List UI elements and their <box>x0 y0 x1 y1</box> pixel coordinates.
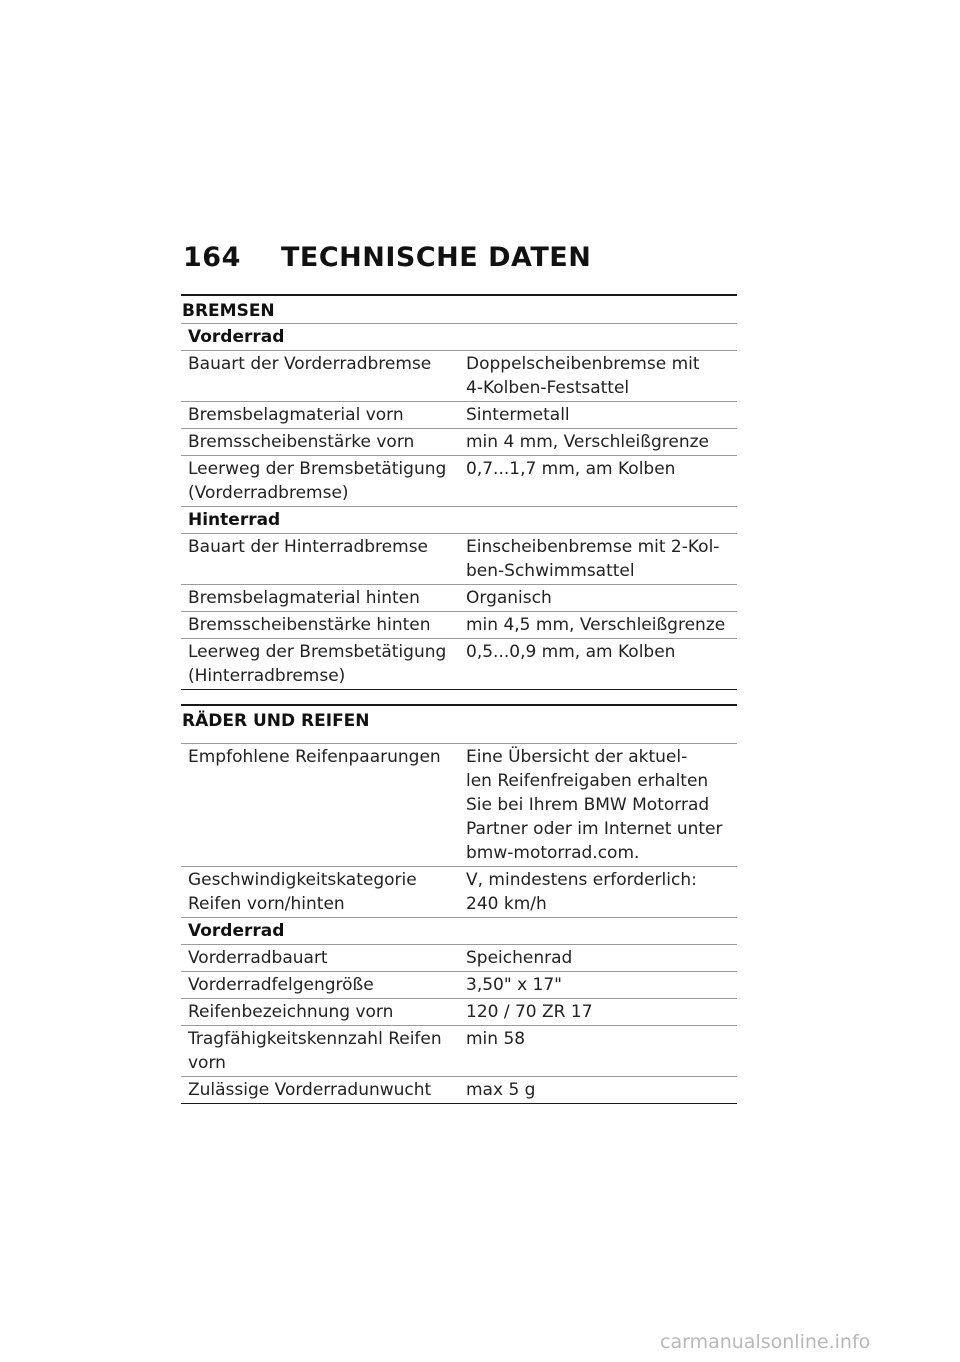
spec-label-line: Bremsscheibenstärke hinten <box>188 615 431 635</box>
spec-value-line: 120 / 70 ZR 17 <box>466 1002 593 1022</box>
spec-table <box>181 350 737 506</box>
table-row <box>181 428 737 455</box>
spec-value-line: min 58 <box>466 1029 526 1049</box>
spec-label-line: Bauart der Hinterradbremse <box>188 537 429 557</box>
spec-value-line: Eine Übersicht der aktuel- <box>466 747 688 767</box>
spec-value-line: Partner oder im Internet unter <box>466 819 723 839</box>
table-row <box>181 971 737 998</box>
table-row <box>181 350 737 401</box>
table-row <box>181 533 737 584</box>
spec-label-line: Bauart der Vorderradbremse <box>188 354 432 374</box>
table-row <box>181 944 737 971</box>
spec-value-line: 0,5...0,9 mm, am Kolben <box>466 642 676 662</box>
watermark: carmanualsonline.info <box>660 1331 871 1353</box>
spec-label-line: Vorderradfelgengröße <box>188 975 374 995</box>
spec-label <box>181 867 459 917</box>
table-row <box>181 401 737 428</box>
spec-label-line: Empfohlene Reifenpaarungen <box>188 747 441 767</box>
table-row <box>181 1025 737 1076</box>
spec-label-line: Vorderradbauart <box>188 948 328 968</box>
spec-label <box>181 972 459 998</box>
spec-label <box>181 585 459 611</box>
table-row <box>181 866 737 917</box>
spec-value <box>459 1077 737 1103</box>
spec-label-line: Bremsscheibenstärke vorn <box>188 432 415 452</box>
spec-label-line: Leerweg der Bremsbetätigung <box>188 642 447 662</box>
spec-label <box>181 1077 459 1103</box>
spec-value <box>459 744 737 866</box>
spec-label-line: Leerweg der Bremsbetätigung <box>188 459 447 479</box>
table-row <box>181 611 737 638</box>
spec-value-line: min 4,5 mm, Verschleißgrenze <box>466 615 726 635</box>
spec-value-line: bmw-motorrad.com. <box>466 843 640 863</box>
page-number: 164 <box>183 242 241 273</box>
spec-value-line: Sintermetall <box>466 405 570 425</box>
spec-value <box>459 1026 737 1076</box>
table-row <box>181 638 737 689</box>
spec-value-line: 4-Kolben-Festsattel <box>466 378 630 398</box>
spec-value <box>459 867 737 917</box>
spec-label-line: Tragfähigkeitskennzahl Reifen <box>188 1029 442 1049</box>
spec-value <box>459 999 737 1025</box>
spec-value-line: Organisch <box>466 588 552 608</box>
table-row <box>181 998 737 1025</box>
spec-label <box>181 744 459 866</box>
spec-label-line: Bremsbelagmaterial hinten <box>188 588 420 608</box>
spec-label-line: vorn <box>188 1053 226 1073</box>
table-row <box>181 584 737 611</box>
spec-value <box>459 585 737 611</box>
spec-label <box>181 351 459 401</box>
spec-label-line: Zulässige Vorderradunwucht <box>188 1080 432 1100</box>
spec-value-line: max 5 g <box>466 1080 536 1100</box>
spec-label <box>181 639 459 689</box>
spec-value <box>459 945 737 971</box>
subsection-heading: Hinterrad <box>181 506 737 533</box>
section-title-raeder: RÄDER UND REIFEN <box>182 711 370 731</box>
section-title-bremsen: BREMSEN <box>182 301 275 321</box>
spec-label <box>181 429 459 455</box>
subsection-heading: Vorderrad <box>181 323 737 350</box>
spec-label <box>181 534 459 584</box>
spec-value-line: len Reifenfreigaben erhalten <box>466 771 709 791</box>
chapter-title: TECHNISCHE DATEN <box>281 242 592 273</box>
spec-value-line: V, mindestens erforderlich: <box>466 870 697 890</box>
spec-value-line: Einscheibenbremse mit 2-Kol- <box>466 537 720 557</box>
spec-table <box>181 533 737 689</box>
spec-content <box>181 294 737 1104</box>
spec-label <box>181 456 459 506</box>
spec-value <box>459 612 737 638</box>
spec-value <box>459 429 737 455</box>
spec-label-line: Reifen vorn/hinten <box>188 894 345 914</box>
spec-table <box>181 743 737 917</box>
spec-value <box>459 639 737 689</box>
spec-value-line: Doppelscheibenbremse mit <box>466 354 700 374</box>
spec-value <box>459 534 737 584</box>
spec-value-line: ben-Schwimmsattel <box>466 561 635 581</box>
table-row <box>181 455 737 506</box>
page-header <box>183 242 591 273</box>
spec-label-line: (Vorderradbremse) <box>188 483 349 503</box>
spec-value <box>459 351 737 401</box>
table-row <box>181 1076 737 1103</box>
spec-label-line: Geschwindigkeitskategorie <box>188 870 417 890</box>
spec-value-line: min 4 mm, Verschleißgrenze <box>466 432 709 452</box>
spec-label-line: Bremsbelagmaterial vorn <box>188 405 404 425</box>
spec-value <box>459 402 737 428</box>
spec-label <box>181 945 459 971</box>
subsection-heading: Vorderrad <box>181 917 737 944</box>
spec-value-line: 0,7...1,7 mm, am Kolben <box>466 459 676 479</box>
spec-table <box>181 944 737 1103</box>
spec-label <box>181 1026 459 1076</box>
spec-label <box>181 999 459 1025</box>
spec-label <box>181 612 459 638</box>
spec-value <box>459 972 737 998</box>
spec-value-line: 3,50" x 17" <box>466 975 562 995</box>
spec-label-line: Reifenbezeichnung vorn <box>188 1002 394 1022</box>
spec-label <box>181 402 459 428</box>
table-row <box>181 743 737 866</box>
spec-value <box>459 456 737 506</box>
spec-value-line: Speichenrad <box>466 948 573 968</box>
spec-value-line: Sie bei Ihrem BMW Motorrad <box>466 795 710 815</box>
spec-label-line: (Hinterradbremse) <box>188 666 346 686</box>
spec-value-line: 240 km/h <box>466 894 547 914</box>
